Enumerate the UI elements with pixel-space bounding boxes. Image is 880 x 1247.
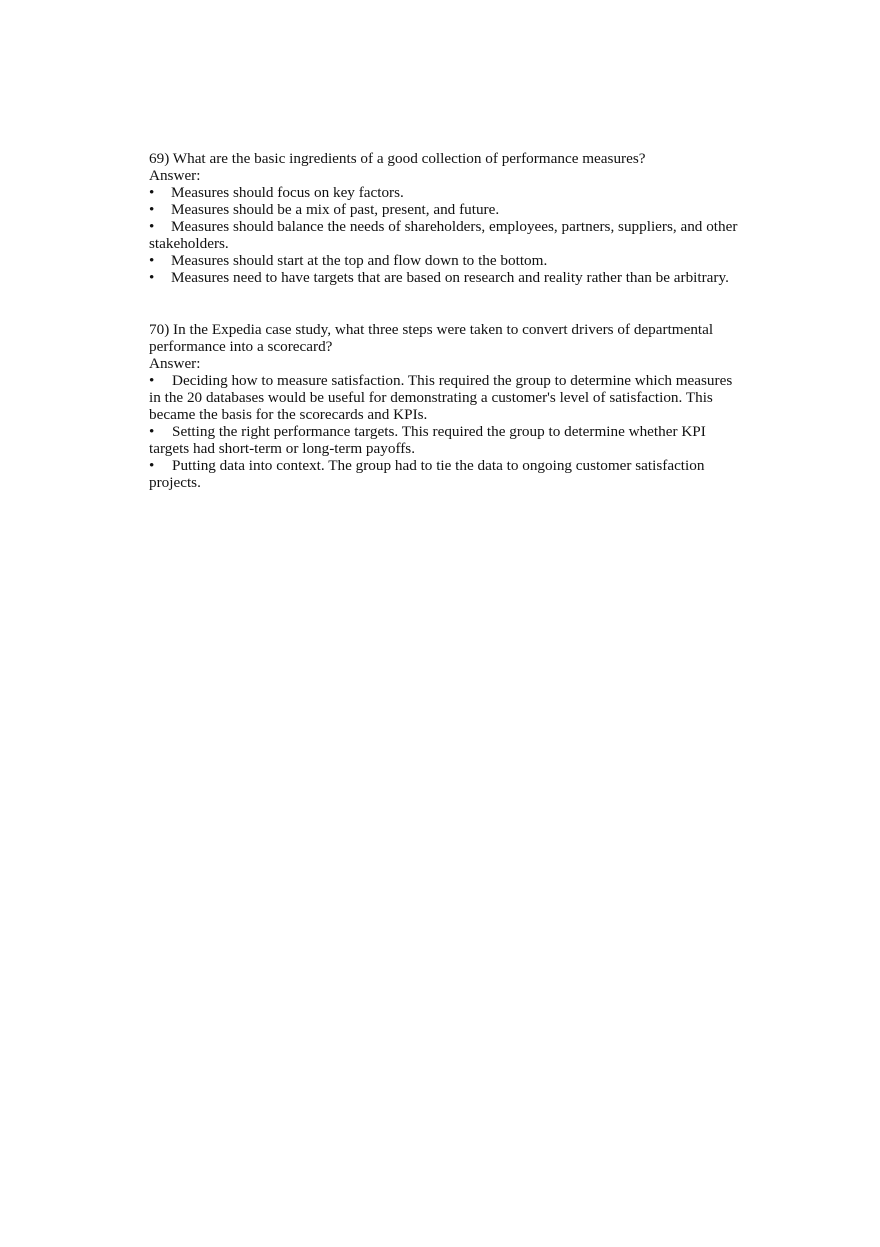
bullet-text: Deciding how to measure satisfaction. This required the group to determine which measures [172, 372, 733, 389]
bullet-text: Measures should be a mix of past, present, and future. [171, 201, 500, 218]
bullet-text-continued: in the 20 databases would be useful for demonstrating a customer's level of satisfaction. This [149, 389, 713, 406]
bullet-glyph: • [149, 184, 155, 201]
answer-bullet [149, 423, 739, 457]
bullet-text-continued: became the basis for the scorecards and KPIs. [149, 406, 428, 423]
answer-bullet [149, 184, 739, 201]
question-text: 70) In the Expedia case study, what three steps were taken to convert drivers of departmental [149, 321, 714, 338]
question-text-continued: performance into a scorecard? [149, 338, 333, 355]
answer-bullet [149, 218, 739, 252]
bullet-glyph: • [149, 201, 155, 218]
answer-bullet [149, 269, 739, 286]
bullet-text-continued: targets had short-term or long-term payoffs. [149, 440, 415, 457]
bullet-text-continued: stakeholders. [149, 235, 229, 252]
bullet-text: Measures need to have targets that are based on research and reality rather than be arbitrary. [171, 269, 729, 286]
answer-label: Answer: [149, 167, 201, 184]
bullet-text: Measures should start at the top and flow down to the bottom. [171, 252, 548, 269]
answer-label: Answer: [149, 355, 201, 372]
bullet-text: Measures should focus on key factors. [171, 184, 404, 201]
answer-bullet [149, 252, 739, 269]
question-text: 69) What are the basic ingredients of a good collection of performance measures? [149, 150, 646, 167]
answer-bullet [149, 201, 739, 218]
answer-bullet [149, 372, 739, 423]
answer-bullet [149, 457, 739, 491]
bullet-glyph: • [149, 372, 155, 389]
bullet-text-continued: projects. [149, 474, 201, 491]
question-70 [149, 321, 739, 491]
bullet-text: Measures should balance the needs of shareholders, employees, partners, suppliers, and other [171, 218, 738, 235]
question-69 [149, 150, 739, 286]
bullet-glyph: • [149, 218, 155, 235]
bullet-glyph: • [149, 423, 155, 440]
bullet-glyph: • [149, 269, 155, 286]
bullet-glyph: • [149, 252, 155, 269]
bullet-glyph: • [149, 457, 155, 474]
bullet-text: Putting data into context. The group had to tie the data to ongoing customer satisfaction [172, 457, 705, 474]
bullet-text: Setting the right performance targets. This required the group to determine whether KPI [172, 423, 706, 440]
